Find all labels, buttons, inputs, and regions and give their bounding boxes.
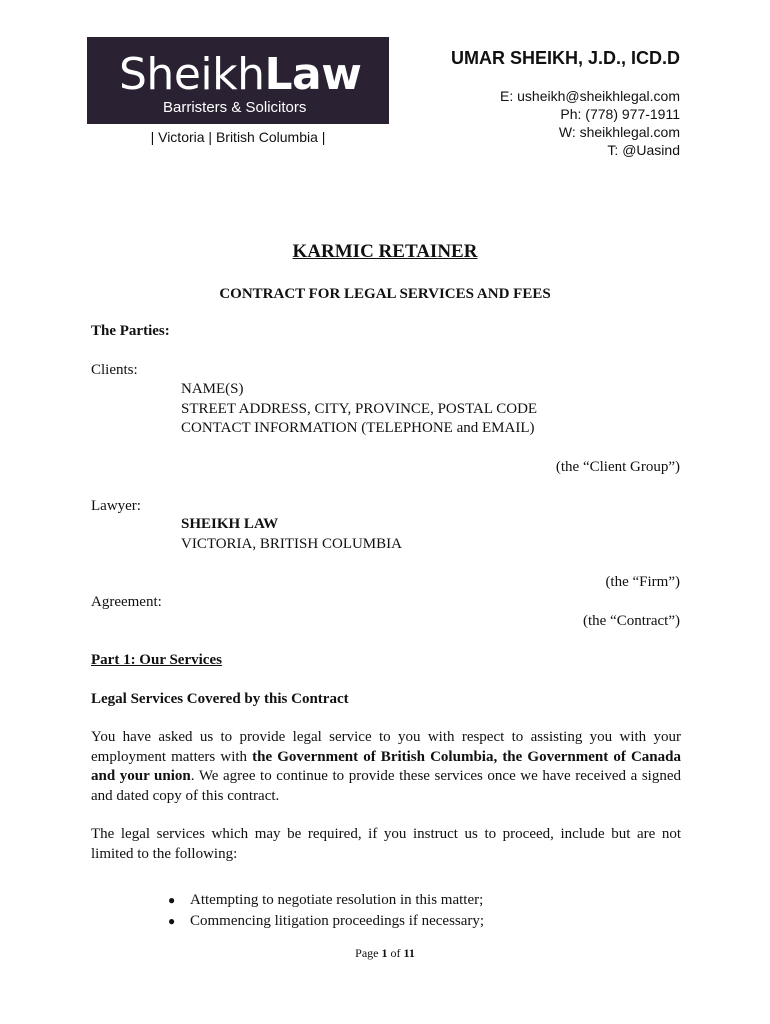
contact-phone: Ph: (778) 977-1911: [560, 106, 680, 122]
document-title: KARMIC RETAINER: [292, 241, 478, 262]
parties-heading: The Parties:: [91, 323, 170, 339]
lawyer-label: Lawyer:: [91, 498, 141, 514]
of-word: of: [390, 946, 401, 960]
list-item: [168, 890, 484, 911]
logo-tagline: Barristers & Solicitors: [163, 99, 307, 116]
document-subtitle: CONTRACT FOR LEGAL SERVICES AND FEES: [219, 286, 551, 302]
page-word: Page: [355, 946, 379, 960]
lawyer-name: UMAR SHEIKH, J.D., ICD.D: [450, 48, 680, 68]
services-heading: Legal Services Covered by this Contract: [91, 691, 349, 707]
firm-alias: (the “Firm”): [605, 574, 680, 590]
page-number: 1: [381, 946, 388, 960]
contact-website: W: sheikhlegal.com: [558, 124, 680, 140]
logo-wordmark: [119, 51, 361, 99]
services-paragraph: [91, 728, 681, 806]
logo-name-light: Sheikh: [119, 49, 265, 100]
services-paragraph-parties: the Government of British Columbia, the Government of Canada and your union: [91, 748, 681, 784]
firm-location: | Victoria | British Columbia |: [150, 129, 326, 145]
page-total: 11: [403, 946, 415, 960]
bullet-icon: ●: [168, 914, 176, 928]
list-item-text: Attempting to negotiate resolution in this matter;: [190, 892, 484, 908]
bullet-icon: ●: [168, 893, 176, 907]
list-item: [168, 911, 484, 932]
services-paragraph-part-a: You have asked us to provide legal service to you with respect to assisting you with your employment matters with: [91, 729, 681, 765]
lawyer-firm-location: VICTORIA, BRITISH COLUMBIA: [181, 536, 402, 552]
client-name-line: NAME(S): [181, 381, 244, 397]
list-item-text: Commencing litigation proceedings if necessary;: [190, 913, 485, 929]
clients-label: Clients:: [91, 362, 138, 378]
legal-services-paragraph: The legal services which may be required, if you instruct us to proceed, include but are not limited to the following:: [91, 826, 681, 862]
contact-block: [451, 46, 680, 159]
lawyer-firm-name: SHEIKH LAW: [181, 516, 279, 532]
part1-heading: Part 1: Our Services: [91, 652, 222, 668]
logo-name-bold: Law: [264, 49, 362, 100]
contact-twitter: T: @Uasind: [607, 142, 680, 158]
contact-email: E: usheikh@sheikhlegal.com: [500, 88, 680, 104]
client-address-line: STREET ADDRESS, CITY, PROVINCE, POSTAL CODE: [181, 401, 538, 417]
contract-alias: (the “Contract”): [582, 613, 680, 629]
services-paragraph-part-c: . We agree to continue to provide these services once we have received a signed and dated copy of this contract.: [91, 768, 682, 804]
page-footer: [0, 945, 770, 961]
agreement-label: Agreement:: [91, 594, 162, 610]
client-contact-line: CONTACT INFORMATION (TELEPHONE and EMAIL): [181, 420, 535, 436]
client-group-alias: (the “Client Group”): [555, 459, 680, 475]
logo: [87, 37, 389, 124]
services-list: [168, 890, 484, 932]
